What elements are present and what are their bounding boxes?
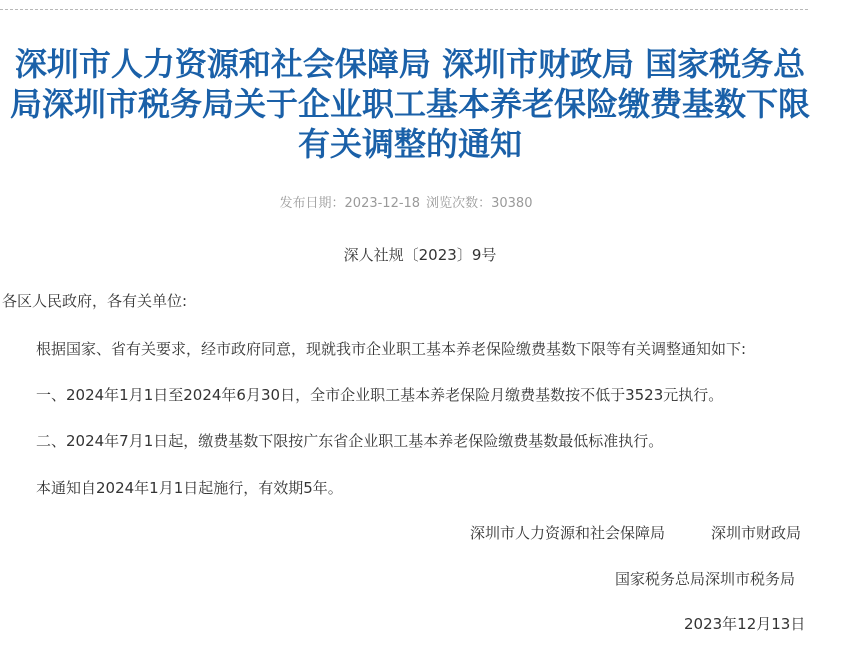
publish-date-label: 发布日期： (279, 196, 345, 211)
signatory-tax-bureau: 国家税务总局深圳市税务局 (615, 570, 796, 588)
signatory-hrss-bureau: 深圳市人力资源和社会保障局 (470, 524, 666, 542)
view-count-label: 浏览次数： (426, 196, 492, 211)
paragraph-effective-date: 本通知自2024年1月1日起施行，有效期5年。 (36, 479, 343, 497)
publish-date: 2023-12-18 (344, 196, 421, 211)
paragraph-item-2: 二、2024年7月1日起，缴费基数下限按广东省企业职工基本养老保险缴费基数最低标准执行。 (36, 432, 664, 450)
paragraph-item-1: 一、2024年1月1日至2024年6月30日，全市企业职工基本养老保险月缴费基数按不低于3523元执行。 (36, 386, 724, 404)
signatory-finance-bureau: 深圳市财政局 (711, 524, 802, 542)
signed-date: 2023年12月13日 (684, 615, 806, 633)
article-meta (0, 192, 812, 211)
page-right-margin (830, 0, 844, 658)
view-count: 30380 (491, 196, 533, 211)
salutation: 各区人民政府，各有关单位: (2, 292, 188, 310)
title-line-3: 有关调整的通知 (297, 125, 522, 163)
title-line-1: 深圳市人力资源和社会保障局 深圳市财政局 国家税务总 (14, 45, 806, 83)
paragraph-intro: 根据国家、省有关要求，经市政府同意，现就我市企业职工基本养老保险缴费基数下限等有关调整通知如下: (36, 340, 747, 358)
page-title (0, 44, 820, 164)
title-line-2: 局深圳市税务局关于企业职工基本养老保险缴费基数下限 (9, 85, 810, 123)
top-divider (0, 9, 808, 10)
document-number: 深人社规〔2023〕9号 (343, 246, 497, 264)
